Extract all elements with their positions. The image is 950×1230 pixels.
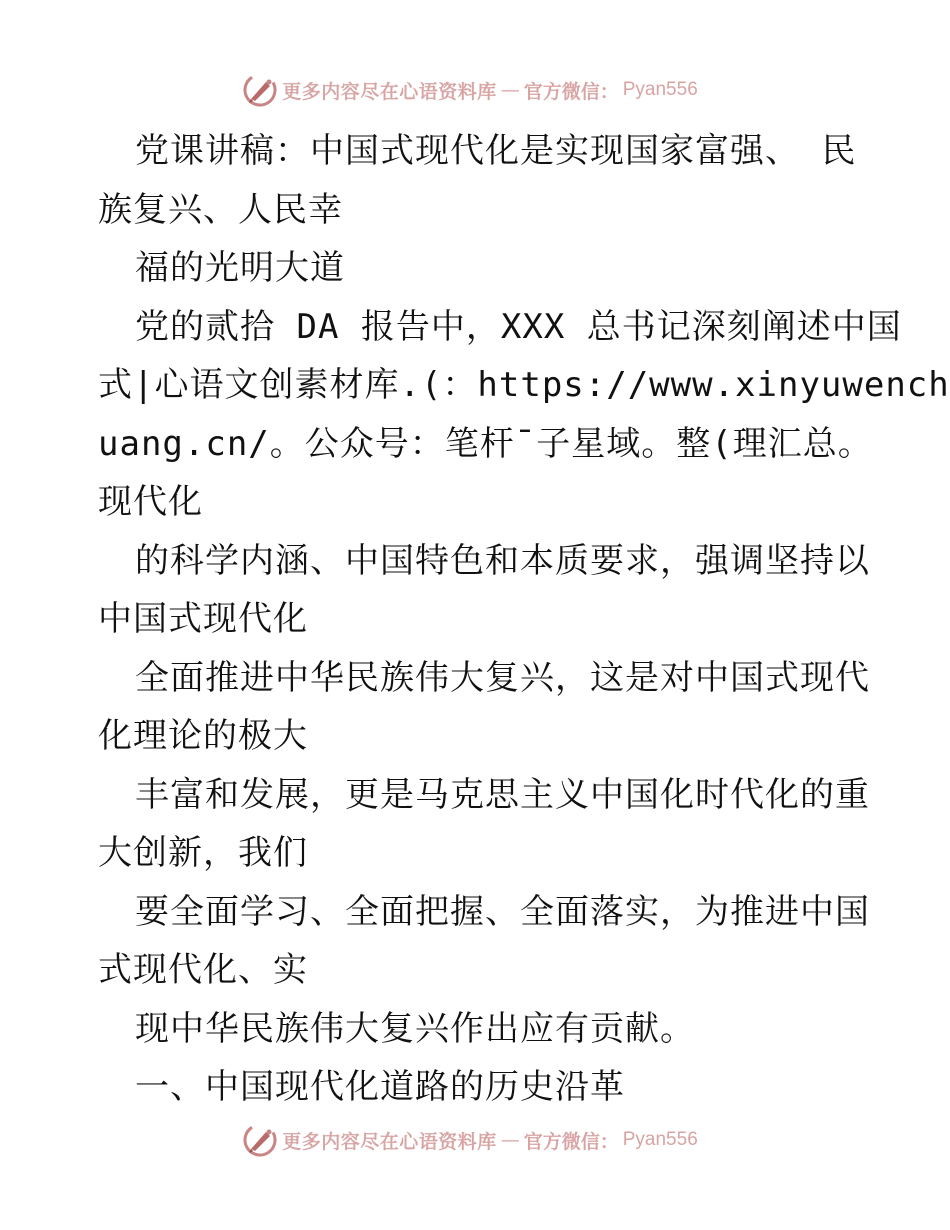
doc-line: uang.cn/。公众号：笔杆¯子星域。整(理汇总。 [98, 423, 873, 464]
watermark-dash: — [500, 1129, 520, 1151]
footer-watermark [0, 1120, 950, 1160]
watermark-handle: Pyan556 [622, 1129, 698, 1150]
doc-line: 党课讲稿：中国式现代化是实现国家富强、 民 [135, 131, 857, 171]
doc-line: 式|心语文创素材库.(：https://www.xinyuwench [98, 365, 950, 405]
doc-line: 丰富和发展，更是马克思主义中国化时代化的重 [135, 774, 870, 815]
doc-line: 式现代化、实 [98, 950, 308, 990]
watermark-text: 更多内容尽在心语资料库 [282, 1130, 497, 1153]
watermark-text: 更多内容尽在心语资料库 [282, 80, 497, 103]
doc-line: 大创新，我们 [98, 833, 308, 873]
doc-line: 福的光明大道 [135, 248, 345, 288]
doc-line: 全面推进中华民族伟大复兴，这是对中国式现代 [135, 657, 870, 698]
doc-line: 中国式现代化 [98, 599, 308, 639]
document-body [98, 122, 950, 1117]
pen-logo-icon [242, 72, 278, 108]
header-watermark [0, 70, 950, 110]
watermark-dash: — [500, 79, 520, 101]
doc-line: 的科学内涵、中国特色和本质要求，强调坚持以 [135, 540, 870, 581]
doc-line: 党的贰拾 DA 报告中，XXX 总书记深刻阐述中国 [135, 306, 902, 347]
doc-line: 现代化 [98, 482, 203, 522]
doc-line: 要全面学习、全面把握、全面落实，为推进中国 [135, 891, 870, 932]
pen-logo-icon [242, 1122, 278, 1158]
watermark-content [242, 1122, 698, 1158]
watermark-handle: Pyan556 [622, 79, 698, 100]
watermark-label: 官方微信： [523, 80, 619, 103]
doc-line: 一、中国现代化道路的历史沿革 [135, 1067, 625, 1107]
watermark-content [242, 72, 698, 108]
doc-line: 化理论的极大 [98, 716, 308, 756]
doc-line: 族复兴、人民幸 [98, 189, 343, 230]
doc-line: 现中华民族伟大复兴作出应有贡献。 [135, 1008, 695, 1049]
watermark-label: 官方微信： [523, 1130, 619, 1153]
